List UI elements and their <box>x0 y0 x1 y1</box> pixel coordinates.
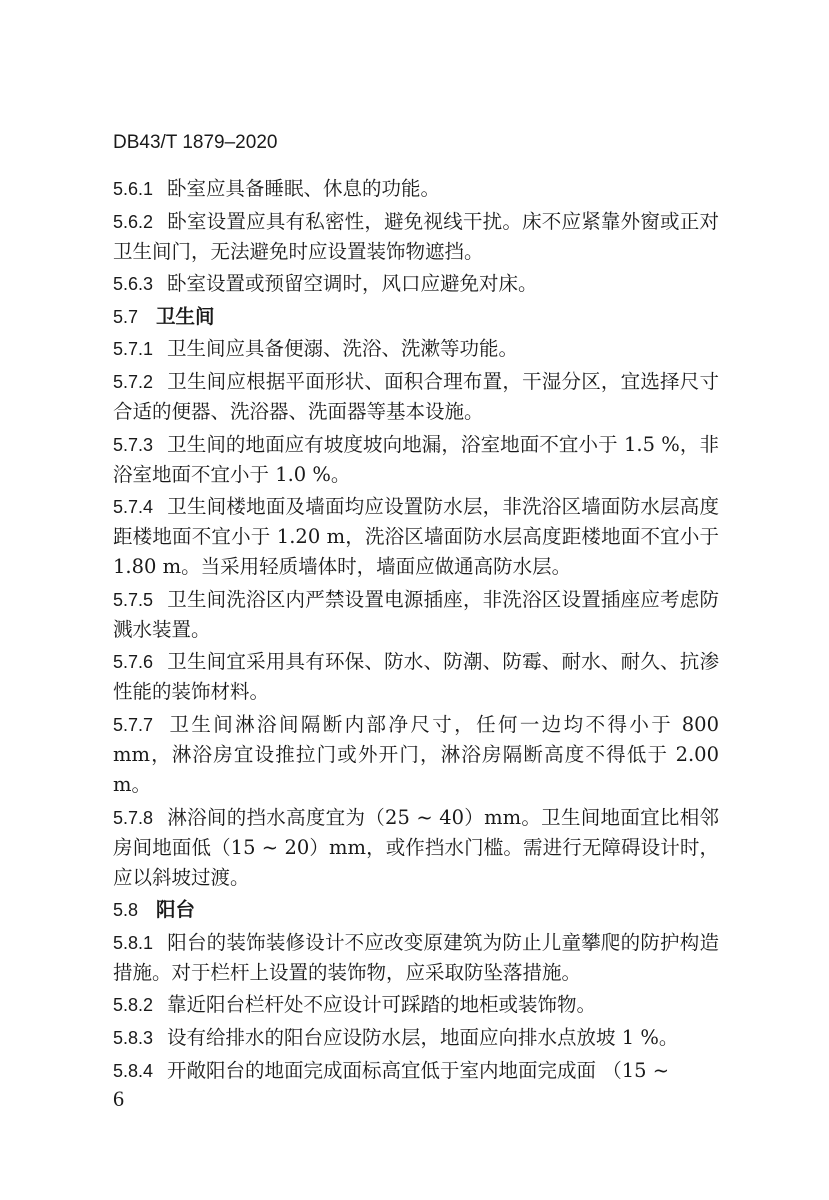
section-title: 阳台 <box>156 898 196 922</box>
clause-text: 卫生间的地面应有坡度坡向地漏，浴室地面不宜小于 1.5 %，非浴室地面不宜小于 1.0 %。 <box>113 432 719 486</box>
clause-number: 5.7.1 <box>113 339 154 360</box>
section-heading <box>113 302 719 332</box>
page-body <box>113 174 719 1088</box>
clause-text: 卫生间淋浴间隔断内部净尺寸，任何一边均不得小于 800 mm，淋浴房宜设推拉门或外开门，淋浴房隔断高度不得低于 2.00 m。 <box>113 712 719 796</box>
clause-text: 卫生间楼地面及墙面均应设置防水层，非洗浴区墙面防水层高度距楼地面不宜小于 1.20 m，洗浴区墙面防水层高度距楼地面不宜小于 1.80 m。当采用轻质墙体时，墙面应做通高防水层。 <box>113 495 719 579</box>
clause-number: 5.8.2 <box>113 995 154 1016</box>
clause-paragraph <box>113 990 719 1020</box>
clause-number: 5.7.8 <box>113 807 154 828</box>
clause-text: 卧室设置应具有私密性，避免视线干扰。床不应紧靠外窗或正对卫生间门，无法避免时应设置装饰物遮挡。 <box>113 209 719 263</box>
clause-text: 开敞阳台的地面完成面标高宜低于室内地面完成面 （15 ~ <box>167 1058 670 1082</box>
clause-number: 5.8.1 <box>113 932 154 953</box>
clause-paragraph <box>113 1023 719 1053</box>
clause-paragraph <box>113 492 719 582</box>
clause-paragraph <box>113 585 719 645</box>
section-number: 5.7 <box>113 306 139 327</box>
clause-paragraph <box>113 710 719 800</box>
clause-paragraph <box>113 430 719 490</box>
clause-text: 卫生间宜采用具有环保、防水、防潮、防霉、耐水、耐久、抗渗性能的装饰材料。 <box>113 650 719 704</box>
clause-paragraph <box>113 647 719 707</box>
clause-text: 设有给排水的阳台应设防水层，地面应向排水点放坡 1 %。 <box>167 1025 679 1049</box>
clause-number: 5.7.7 <box>113 714 154 735</box>
clause-paragraph <box>113 803 719 893</box>
document-code: DB43/T 1879–2020 <box>113 132 278 153</box>
clause-text: 靠近阳台栏杆处不应设计可踩踏的地柜或装饰物。 <box>167 993 597 1017</box>
clause-paragraph <box>113 367 719 427</box>
clause-paragraph <box>113 174 719 204</box>
clause-number: 5.6.2 <box>113 211 154 232</box>
section-heading <box>113 895 719 925</box>
clause-text: 卫生间应具备便溺、洗浴、洗漱等功能。 <box>167 337 519 361</box>
clause-paragraph <box>113 269 719 299</box>
clause-paragraph <box>113 928 719 988</box>
clause-number: 5.7.6 <box>113 652 154 673</box>
clause-text: 卫生间应根据平面形状、面积合理布置，干湿分区，宜选择尺寸合适的便器、洗浴器、洗面器等基本设施。 <box>113 369 719 423</box>
clause-number: 5.8.4 <box>113 1060 154 1081</box>
clause-text: 淋浴间的挡水高度宜为（25 ~ 40）mm。卫生间地面宜比相邻房间地面低（15 ~ 20）mm，或作挡水门槛。需进行无障碍设计时，应以斜坡过渡。 <box>113 805 719 889</box>
clause-number: 5.7.3 <box>113 434 154 455</box>
clause-number: 5.6.1 <box>113 179 154 199</box>
section-title: 卫生间 <box>156 304 215 328</box>
clause-paragraph <box>113 334 719 364</box>
clause-text: 卧室设置或预留空调时，风口应避免对床。 <box>167 272 538 296</box>
clause-number: 5.7.2 <box>113 371 154 392</box>
clause-text: 卧室应具备睡眠、休息的功能。 <box>167 177 441 200</box>
clause-number: 5.6.3 <box>113 274 154 295</box>
clause-number: 5.7.5 <box>113 589 154 610</box>
clause-text: 卫生间洗浴区内严禁设置电源插座，非洗浴区设置插座应考虑防溅水装置。 <box>113 587 719 641</box>
clause-paragraph <box>113 1056 719 1086</box>
clause-number: 5.7.4 <box>113 497 154 518</box>
clause-paragraph <box>113 207 719 267</box>
page-number: 6 <box>113 1086 124 1111</box>
clause-number: 5.8.3 <box>113 1027 154 1048</box>
clause-text: 阳台的装饰装修设计不应改变原建筑为防止儿童攀爬的防护构造措施。对于栏杆上设置的装饰物，应采取防坠落措施。 <box>113 930 719 984</box>
section-number: 5.8 <box>113 900 139 921</box>
